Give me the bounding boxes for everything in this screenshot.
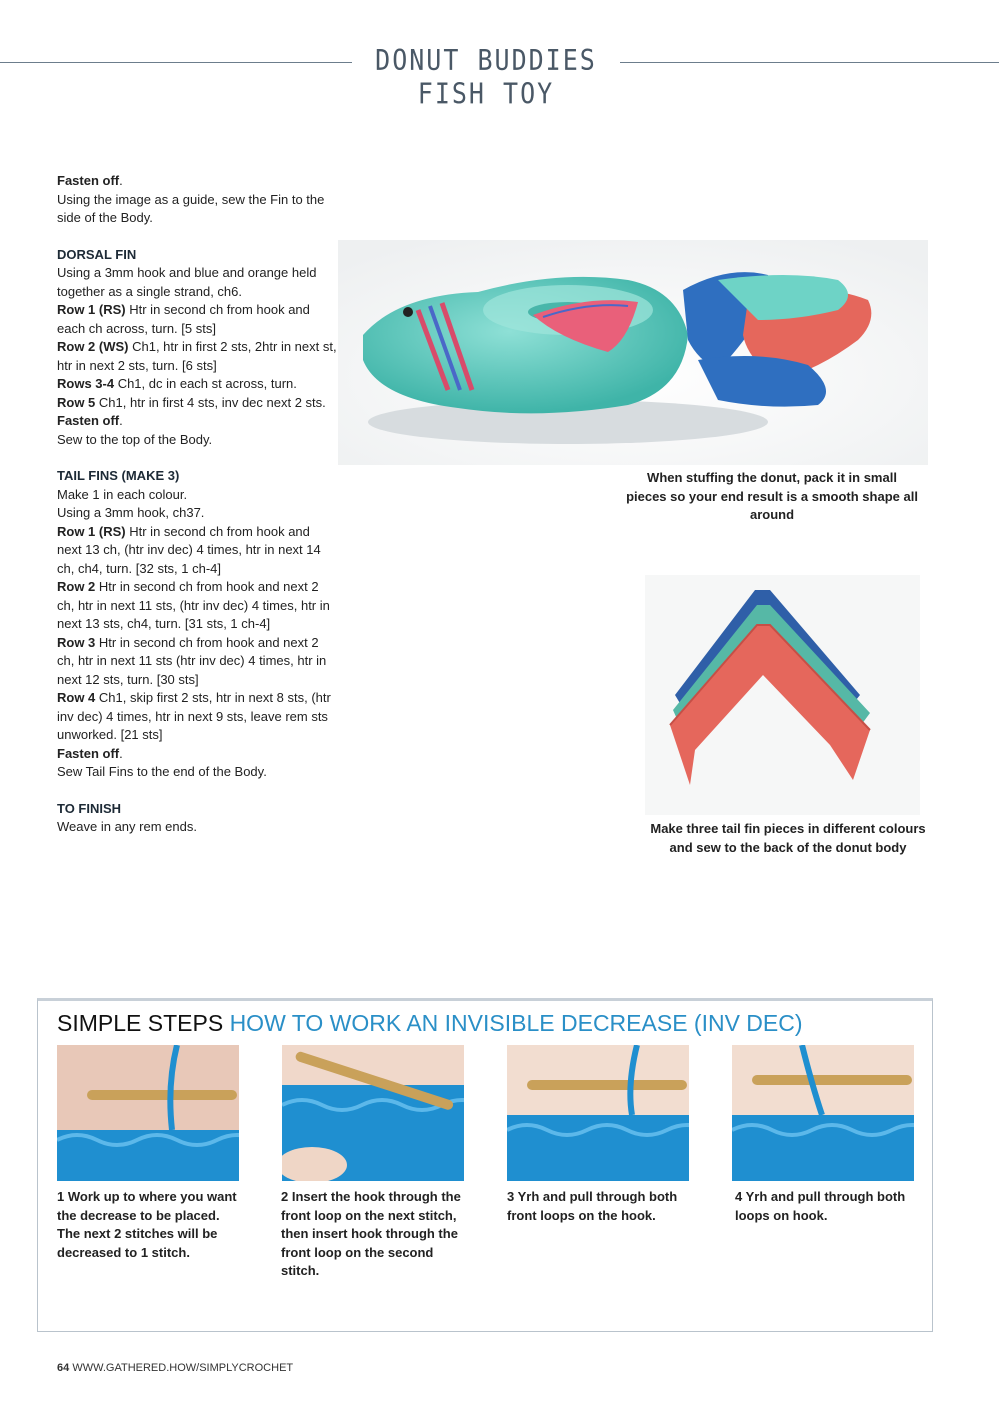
simple-steps-title: SIMPLE STEPS HOW TO WORK AN INVISIBLE DECREASE (INV DEC)	[57, 1010, 803, 1036]
tail-fasten-off: Fasten off.	[57, 745, 123, 761]
dorsal-sew: Sew to the top of the Body.	[57, 431, 213, 447]
tail-row-3: Row 3 Htr in second ch from hook and next 2 ch, htr in next 11 sts (htr inv dec) 4 times, htr in next 12 sts, turn. [30 sts]	[57, 634, 327, 687]
dorsal-fasten-off: Fasten off.	[57, 413, 123, 428]
tail-row-1: Row 1 (RS) Htr in second ch from hook and next 13 ch, (htr inv dec) 4 times, htr in next 14 ch, ch4, turn. [32 sts, 1 ch-4]	[57, 523, 321, 576]
step-2-text: 2 Insert the hook through the front loop on the next stitch, then insert hook through the front loop on the second stitch.	[281, 1189, 461, 1278]
tail-fin-illustration	[645, 575, 920, 815]
step-1-text: 1 Work up to where you want the decrease to be placed. The next 2 stitches will be decreased to 1 stitch.	[57, 1189, 237, 1260]
page-number: 64	[57, 1362, 70, 1374]
instructions-column	[57, 172, 337, 837]
dorsal-intro: Using a 3mm hook and blue and orange held together as a single strand, ch6.	[57, 265, 317, 299]
step-4-text: 4 Yrh and pull through both loops on hook.	[735, 1189, 906, 1223]
dorsal-row-5: Row 5 Ch1, htr in first 4 sts, inv dec next 2 sts.	[57, 394, 326, 410]
tail-intro-1: Make 1 in each colour.	[57, 486, 188, 502]
header-rule-right	[620, 62, 999, 63]
fish-photo-caption: When stuffing the donut, pack it in small pieces so your end result is a smooth shape all around	[626, 470, 918, 522]
tail-row-2: Row 2 Htr in second ch from hook and next 2 ch, htr in next 11 sts, (htr inv dec) 4 times, htr in next 13 sts, ch4, turn. [31 sts, 1 ch-4]	[57, 579, 330, 631]
to-finish-heading: TO FINISH	[57, 800, 122, 816]
tail-row-4: Row 4 Ch1, skip first 2 sts, htr in next 8 sts, (htr inv dec) 4 times, htr in next 9 sts, leave rem sts unworked. [21 sts]	[57, 690, 331, 742]
tail-fins-heading: TAIL FINS (MAKE 3)	[57, 468, 180, 483]
fish-toy-illustration	[338, 240, 928, 465]
tail-photo-caption: Make three tail fin pieces in different colours and sew to the back of the donut body	[650, 821, 926, 855]
fasten-off-line: Fasten off.	[57, 173, 123, 188]
page-header-title: DONUT BUDDIES FISH TOY	[375, 43, 597, 111]
dorsal-rows-3-4: Rows 3-4 Ch1, dc in each st across, turn.	[57, 376, 297, 391]
header-rule-left	[0, 62, 352, 63]
tail-sew: Sew Tail Fins to the end of the Body.	[57, 764, 267, 779]
sew-fin-text: Using the image as a guide, sew the Fin to the side of the Body.	[57, 191, 325, 225]
step-3-photo	[507, 1045, 689, 1181]
fish-toy-photo	[338, 240, 928, 465]
page-footer	[57, 1362, 293, 1374]
tail-intro-2: Using a 3mm hook, ch37.	[57, 505, 205, 520]
tail-fin-photo	[645, 575, 920, 815]
step-2-photo	[282, 1045, 464, 1181]
step-4-photo	[732, 1045, 914, 1181]
dorsal-row-1: Row 1 (RS) Htr in second ch from hook and each ch across, turn. [5 sts]	[57, 302, 310, 336]
dorsal-fin-heading: DORSAL FIN	[57, 246, 137, 262]
to-finish-text: Weave in any rem ends.	[57, 819, 197, 834]
step-1-photo	[57, 1045, 239, 1181]
step-3-text: 3 Yrh and pull through both front loops on the hook.	[507, 1189, 678, 1223]
footer-url[interactable]: WWW.GATHERED.HOW/SIMPLYCROCHET	[72, 1362, 294, 1374]
dorsal-row-2: Row 2 (WS) Ch1, htr in first 2 sts, 2htr in next st, htr in next 2 sts, turn. [6 sts]	[57, 339, 337, 373]
